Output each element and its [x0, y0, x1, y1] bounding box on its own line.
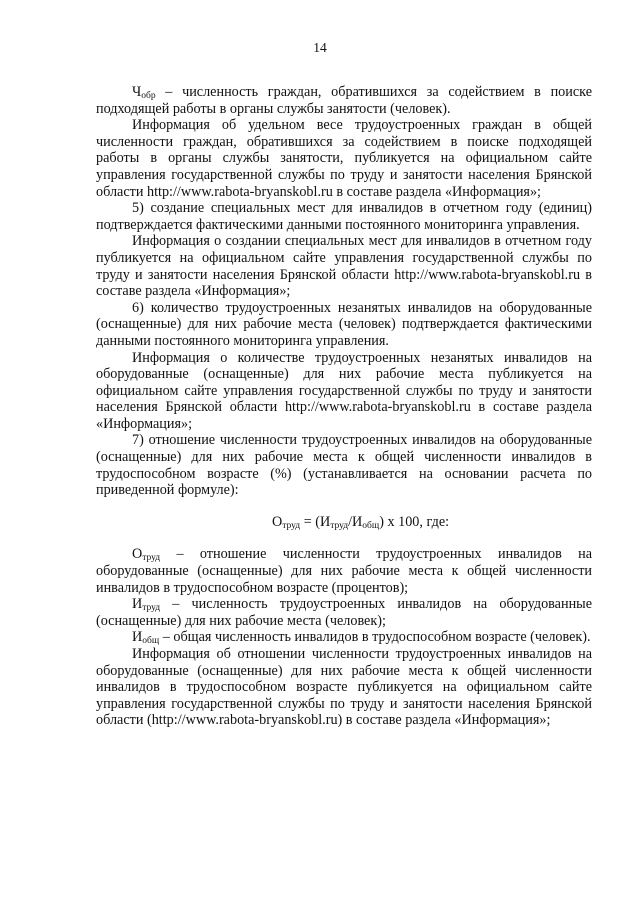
formula-b-subscript: общ: [362, 520, 380, 531]
document-body: [96, 84, 592, 729]
definition-itrud: [96, 596, 592, 629]
formula-slash: /И: [348, 513, 363, 530]
definition-text: – отношение численности трудоустроенных инвалидов на оборудованные (оснащенные) для них рабочие места к общей численности инвалидов в трудоспособном возрасте (процентов);: [96, 546, 592, 596]
definition-text: – численность граждан, обратившихся за содействием в поиске подходящей работы в органы службы занятости (человек).: [96, 84, 592, 117]
symbol: Ч: [132, 84, 142, 100]
definition-text: – общая численность инвалидов в трудоспособном возрасте (человек).: [159, 629, 591, 646]
paragraph-item-7: 7) отношение численности трудоустроенных инвалидов на оборудованные (оснащенные) для них рабочие места к общей численности инвалидов в трудоспособном возрасте (%) (устанавливается на основании расчета по приведенной формуле):: [96, 432, 592, 499]
formula: [96, 514, 592, 531]
formula-a-subscript: труд: [330, 520, 349, 531]
symbol: О: [132, 546, 143, 563]
symbol: И: [132, 629, 143, 646]
formula-lhs: О: [272, 513, 283, 530]
symbol-subscript: общ: [142, 636, 160, 647]
definition-text: – численность трудоустроенных инвалидов на оборудованные (оснащенные) для них рабочие места (человек);: [96, 596, 592, 629]
definition-iobsch: [96, 629, 592, 646]
paragraph-info-employed-share: Информация об удельном весе трудоустроенных граждан в общей численности граждан, обратившихся за содействием в поиске подходящей работы в органы службы занятости, публикуется на официальном сайте управления государственной службы по труду и занятости населения Брянской области http://www.rabota-bryanskobl.ru в составе раздела «Информация»;: [96, 117, 592, 200]
symbol-subscript: обр: [141, 91, 156, 101]
paragraph-info-ratio: Информация об отношении численности трудоустроенных инвалидов на оборудованные (оснащенные) для них рабочие места к общей численности инвалидов в трудоспособном возрасте публикуется на официальном сайте управления государственной службы по труду и занятости населения Брянской области (http://www.rabota-bryanskobl.ru) в составе раздела «Информация»;: [96, 646, 592, 729]
formula-eq: = (И: [300, 513, 331, 530]
paragraph-info-employed-disabled: Информация о количестве трудоустроенных незанятых инвалидов на оборудованные (оснащенные) для них рабочие места публикуется на официальном сайте управления государственной службы по труду и занятости населения Брянской области http://www.rabota-bryanskobl.ru в составе раздела «Информация»;: [96, 349, 592, 432]
symbol: И: [132, 596, 143, 613]
symbol-subscript: труд: [142, 603, 161, 614]
symbol-subscript: труд: [142, 553, 161, 564]
paragraph-item-6: 6) количество трудоустроенных незанятых инвалидов на оборудованные (оснащенные) для них рабочие места (человек) подтверждается фактическими данными постоянного мониторинга управления.: [96, 299, 592, 349]
paragraph-chobr-definition: [96, 84, 592, 117]
formula-tail: ) x 100, где:: [379, 513, 450, 530]
page-number: 14: [313, 40, 327, 55]
paragraph-info-special-places: Информация о создании специальных мест для инвалидов в отчетном году публикуется на официальном сайте управления государственной службы по труду и занятости населения Брянской области http://www.rabota-bryanskobl.ru в составе раздела «Информация»;: [96, 233, 592, 300]
formula-lhs-subscript: труд: [282, 520, 301, 531]
definition-otrud: [96, 546, 592, 596]
paragraph-item-5: 5) создание специальных мест для инвалидов в отчетном году (единиц) подтверждается фактическими данными постоянного мониторинга управления.: [96, 200, 592, 233]
